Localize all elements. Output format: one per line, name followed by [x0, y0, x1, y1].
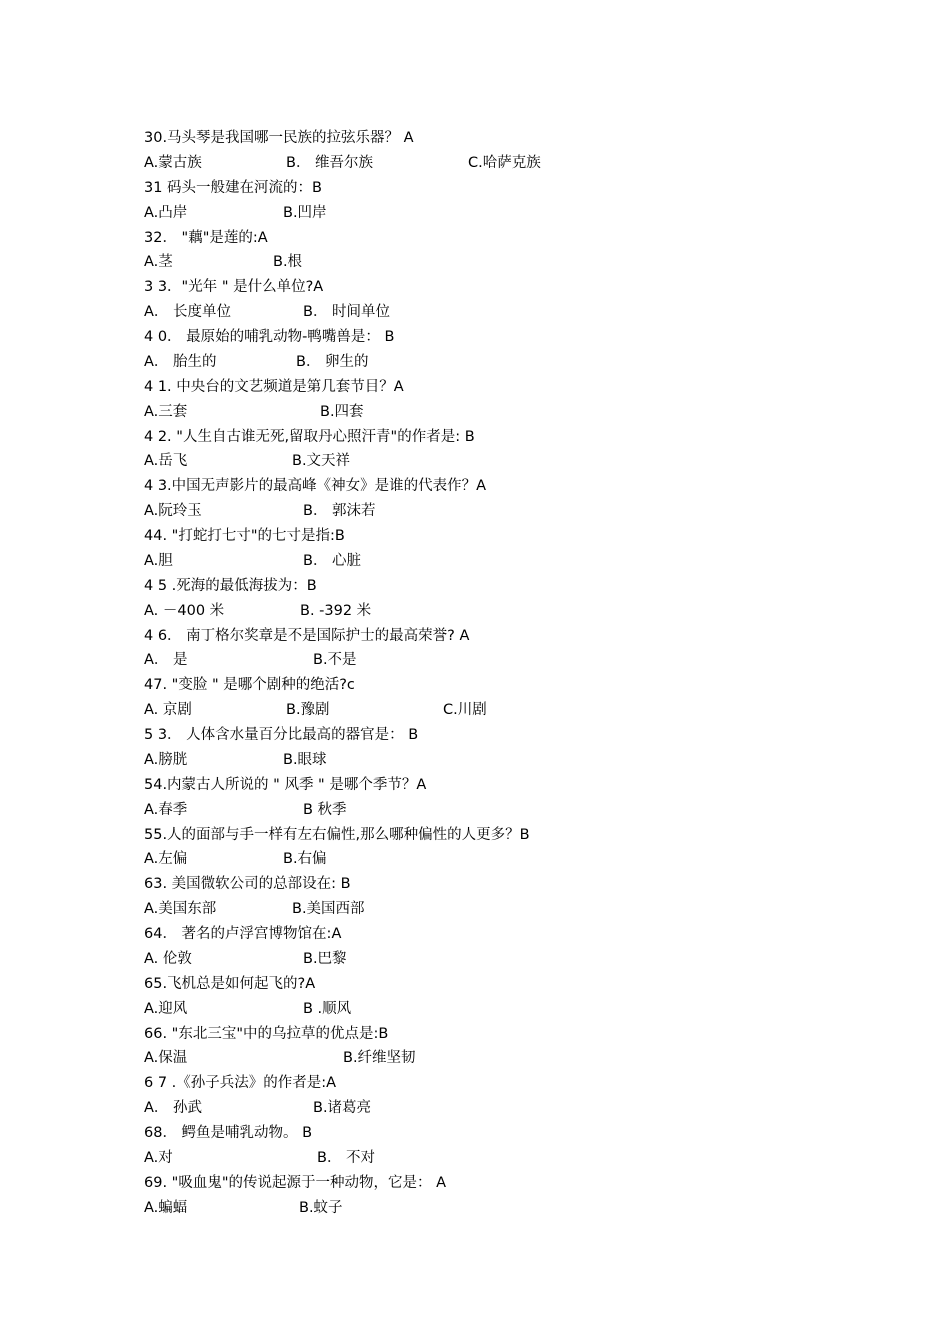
question-text: 63. 美国微软公司的总部设在: B: [144, 876, 351, 893]
options-line: [144, 947, 844, 972]
question-line: [144, 176, 844, 201]
question-line: [144, 972, 844, 997]
question-text: 4 0． 最原始的哺乳动物-鸭嘴兽是： B: [144, 329, 395, 345]
question-line: [144, 872, 844, 897]
question-text: 5 3． 人体含水量百分比最高的器官是： B: [144, 727, 419, 743]
question-line: [144, 673, 844, 698]
option-a: A.保温: [144, 1050, 188, 1067]
options-line: [144, 250, 844, 275]
question-line: [144, 524, 844, 549]
option-a: A.迎风: [144, 1000, 188, 1017]
document-page: [144, 126, 844, 1221]
option-a: A. 京剧: [144, 702, 192, 719]
options-line: [144, 648, 844, 673]
option-a: A． 长度单位: [144, 304, 232, 321]
option-a: A. 伦敦: [144, 950, 192, 967]
option-b: B.蚊子: [299, 1199, 343, 1216]
option-a: A.蒙古族: [144, 154, 202, 171]
options-line: [144, 997, 844, 1022]
option-b: B.豫剧: [286, 702, 330, 719]
question-text: 68． 鳄鱼是哺乳动物。 B: [144, 1125, 313, 1141]
options-line: [144, 499, 844, 524]
option-a: A.阮玲玉: [144, 503, 202, 520]
question-text: 64． 著名的卢浮宫博物馆在:A: [144, 926, 342, 942]
options-line: [144, 549, 844, 574]
option-b: B.右偏: [283, 851, 327, 868]
options-line: [144, 847, 844, 872]
question-text: 55.人的面部与手一样有左右偏性,那么哪种偏性的人更多？B: [144, 826, 530, 843]
option-b: B .顺风: [303, 1000, 352, 1017]
option-a: A.春季: [144, 801, 188, 818]
option-a: A． 孙武: [144, 1100, 203, 1117]
options-line: [144, 1096, 844, 1121]
options-line: [144, 748, 844, 773]
question-line: [144, 723, 844, 748]
question-text: 32． "藕"是莲的:A: [144, 229, 268, 246]
question-line: [144, 325, 844, 350]
option-b: B.凹岸: [283, 204, 327, 221]
option-b: B.文天祥: [292, 453, 351, 470]
options-line: [144, 400, 844, 425]
question-line: [144, 1171, 844, 1196]
question-text: 47. "变脸 " 是哪个剧种的绝活?c: [144, 677, 355, 694]
question-line: [144, 375, 844, 400]
question-line: [144, 823, 844, 848]
option-a: A. －400 米: [144, 602, 225, 619]
option-b: B.巴黎: [303, 950, 347, 967]
options-line: [144, 1196, 844, 1221]
question-text: 4 1. 中央台的文艺频道是第几套节目？A: [144, 378, 404, 395]
option-a: A． 胎生的: [144, 353, 217, 370]
question-line: [144, 226, 844, 251]
option-a: A.膀胱: [144, 751, 188, 768]
options-line: [144, 798, 844, 823]
options-line: [144, 449, 844, 474]
question-line: [144, 425, 844, 450]
option-b: B． 卵生的: [296, 353, 369, 370]
option-b: B． 郭沫若: [303, 503, 376, 520]
option-c: C.川剧: [443, 702, 487, 719]
option-b: B.美国西部: [292, 901, 365, 918]
option-a: A.岳飞: [144, 453, 188, 470]
option-b: B. -392 米: [300, 602, 372, 619]
question-text: 4 6． 南丁格尔奖章是不是国际护士的最高荣誉? A: [144, 627, 470, 644]
question-line: [144, 922, 844, 947]
question-line: [144, 275, 844, 300]
options-line: [144, 201, 844, 226]
option-a: A.左偏: [144, 851, 188, 868]
question-text: 65.飞机总是如何起飞的?A: [144, 975, 316, 992]
question-text: 44. "打蛇打七寸"的七寸是指:B: [144, 528, 345, 544]
option-b: B.根: [273, 254, 303, 271]
option-b: B.眼球: [283, 751, 327, 768]
option-b: B． 时间单位: [303, 304, 391, 321]
option-b: B.四套: [320, 403, 364, 420]
question-text: 31 码头一般建在河流的：B: [144, 179, 323, 196]
question-line: [144, 1121, 844, 1146]
option-b: B.诸葛亮: [313, 1100, 372, 1117]
question-text: 66. "东北三宝"中的乌拉草的优点是:B: [144, 1025, 389, 1042]
option-b: B.不是: [313, 652, 357, 669]
option-a: A.蝙蝠: [144, 1199, 188, 1216]
question-text: 69. "吸血鬼"的传说起源于一种动物，它是： A: [144, 1174, 447, 1191]
options-line: [144, 1146, 844, 1171]
option-a: A.茎: [144, 254, 173, 271]
options-line: [144, 300, 844, 325]
options-line: [144, 151, 844, 176]
option-b: B． 不对: [317, 1149, 376, 1166]
option-b: B 秋季: [303, 801, 347, 818]
question-text: 3 3．"光年 " 是什么单位?A: [144, 279, 324, 296]
question-line: [144, 474, 844, 499]
option-a: A.凸岸: [144, 204, 188, 221]
option-c: C.哈萨克族: [468, 154, 541, 171]
question-line: [144, 1022, 844, 1047]
question-text: 30.马头琴是我国哪一民族的拉弦乐器？ A: [144, 130, 414, 146]
question-text: 4 5 .死海的最低海拔为：B: [144, 577, 317, 594]
option-a: A.胆: [144, 552, 173, 569]
options-line: [144, 1046, 844, 1071]
question-text: 4 3.中国无声影片的最高峰《神女》是谁的代表作？A: [144, 478, 487, 495]
options-line: [144, 350, 844, 375]
option-b: B． 维吾尔族: [286, 154, 374, 171]
question-line: [144, 1071, 844, 1096]
option-a: A.对: [144, 1149, 173, 1166]
option-b: B.纤维坚韧: [343, 1050, 416, 1067]
question-line: [144, 574, 844, 599]
question-line: [144, 624, 844, 649]
option-b: B． 心脏: [303, 552, 362, 569]
options-line: [144, 698, 844, 723]
question-line: [144, 773, 844, 798]
option-a: A.三套: [144, 403, 188, 420]
question-text: 54.内蒙古人所说的 " 风季 " 是哪个季节？A: [144, 776, 427, 793]
question-text: 4 2. "人生自古谁无死,留取丹心照汗青"的作者是: B: [144, 428, 475, 445]
option-a: A.美国东部: [144, 901, 217, 918]
option-a: A． 是: [144, 652, 188, 669]
options-line: [144, 599, 844, 624]
options-line: [144, 897, 844, 922]
question-text: 6 7 .《孙子兵法》的作者是:A: [144, 1075, 337, 1092]
question-line: [144, 126, 844, 151]
